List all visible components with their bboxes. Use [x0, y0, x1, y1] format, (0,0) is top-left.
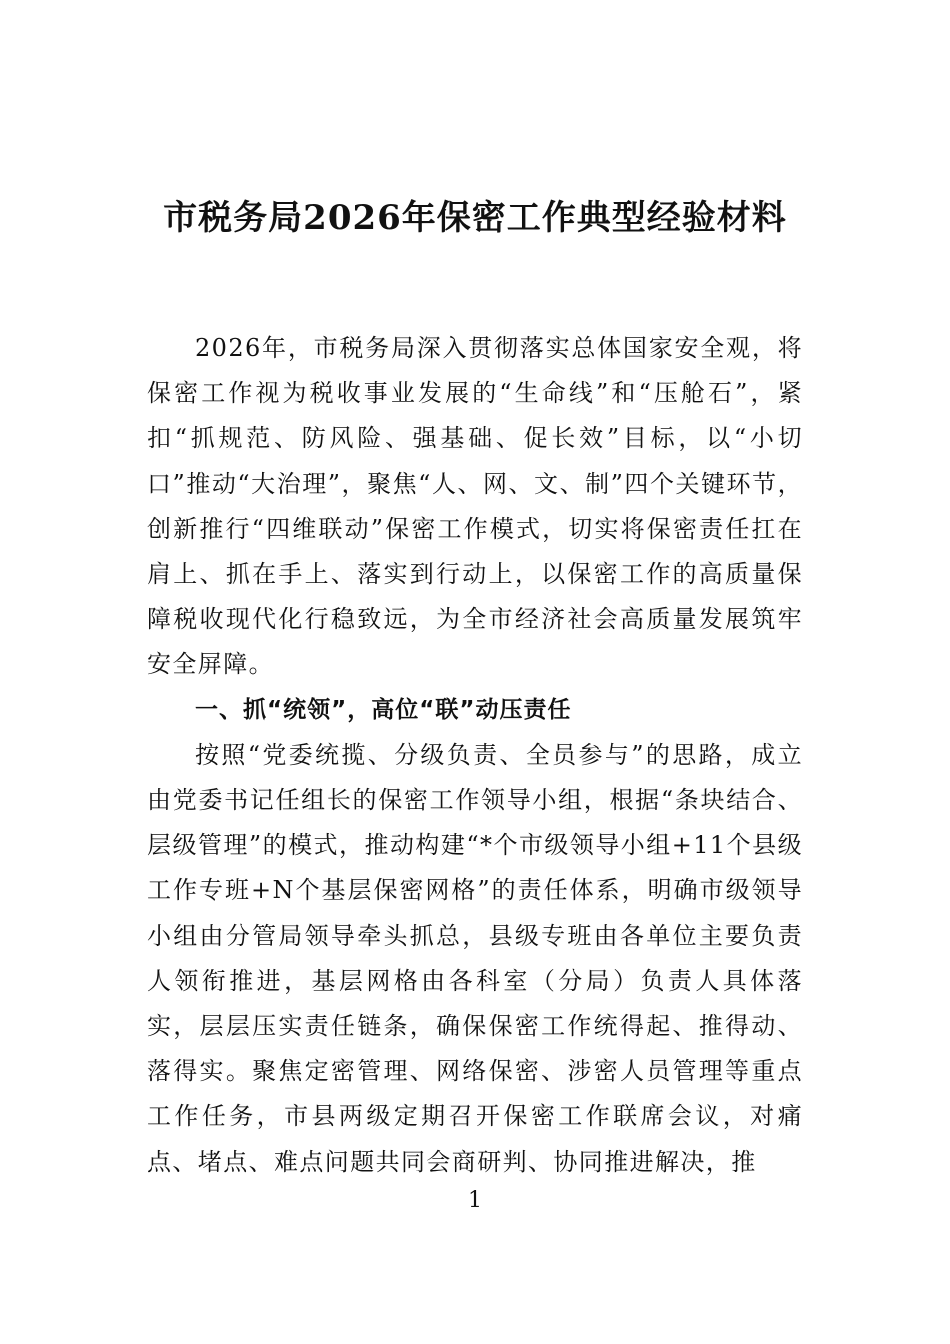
document-body — [147, 326, 803, 1185]
intro-paragraph: 2026年，市税务局深入贯彻落实总体国家安全观，将保密工作视为税收事业发展的“生命线”和“压舱石”，紧扣“抓规范、防风险、强基础、促长效”目标，以“小切口”推动“大治理”，聚焦“人、网、文、制”四个关键环节，创新推行“四维联动”保密工作模式，切实将保密责任扛在肩上、抓在手上、落实到行动上，以保密工作的高质量保障税收现代化行稳致远，为全市经济社会高质量发展筑牢安全屏障。 — [147, 334, 803, 679]
section-heading: 一、抓“统领”，高位“联”动压责任 — [195, 696, 572, 723]
section-paragraph: 按照“党委统揽、分级负责、全员参与”的思路，成立由党委书记任组长的保密工作领导小组，根据“条块结合、层级管理”的模式，推动构建“*个市级领导小组+11个县级工作专班+N个基层保密网格”的责任体系，明确市级领导小组由分管局领导牵头抓总，县级专班由各单位主要负责人领衔推进，基层网格由各科室（分局）负责人具体落实，层层压实责任链条，确保保密工作统得起、推得动、落得实。聚焦定密管理、网络保密、涉密人员管理等重点工作任务，市县两级定期召开保密工作联席会议，对痛点、堵点、难点问题共同会商研判、协同推进解决，推 — [147, 740, 803, 1176]
document-title: 市税务局2026年保密工作典型经验材料 — [163, 198, 787, 238]
page-number: 1 — [468, 1188, 482, 1213]
